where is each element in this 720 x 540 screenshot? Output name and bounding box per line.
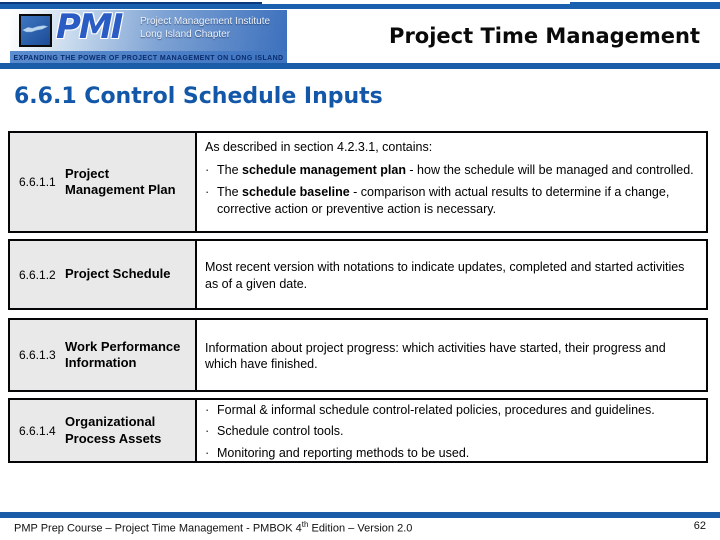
- table-row-work-performance-information: [8, 318, 708, 392]
- bullet-text-pre: The: [217, 185, 243, 199]
- bullet-text: [217, 184, 696, 217]
- bullet-text-pre: The: [217, 162, 243, 177]
- row-id: 6.6.1.4: [19, 423, 56, 438]
- footer-text-pre: PMP Prep Course – Project Time Management - PMBOK 4: [14, 522, 302, 535]
- bullet-text: Schedule control tools.: [217, 424, 344, 439]
- row-label: Project Schedule: [65, 266, 171, 282]
- header-underline-bar: [0, 63, 720, 69]
- bullet-text-post: - how the schedule will be managed and controlled.: [405, 162, 694, 177]
- bullet-text: Formal & informal schedule control-related policies, procedures and guidelines.: [217, 402, 655, 417]
- bullet-icon: ·: [205, 161, 210, 177]
- row-id: 6.6.1.1: [19, 175, 56, 189]
- list-item: [205, 402, 696, 419]
- row-label: Organizational Process Assets: [65, 414, 162, 446]
- row-header-cell: [10, 133, 195, 231]
- pmi-org-line1: Project Management Institute: [140, 16, 271, 27]
- bullet-icon: ·: [205, 444, 210, 460]
- row-text: Most recent version with notations to indicate updates, completed and started activities as of a given date.: [205, 260, 685, 291]
- row-intro: As described in section 4.2.3.1, contains:: [205, 140, 433, 154]
- bullet-text-bold: schedule baseline: [242, 185, 350, 199]
- table-row-organizational-process-assets: [8, 398, 708, 463]
- list-item: [205, 184, 696, 217]
- footer-accent-bar: [0, 512, 720, 518]
- bullet-icon: ·: [205, 423, 210, 439]
- table-row-project-management-plan: [8, 131, 708, 233]
- pmi-acronym: PMI: [56, 7, 122, 47]
- row-label: Project Management Plan: [65, 165, 176, 197]
- row-header-cell: [10, 241, 195, 308]
- row-id: 6.6.1.2: [19, 267, 56, 282]
- footer-text: [14, 520, 412, 535]
- pmi-tagline: EXPANDING THE POWER OF PROJECT MANAGEMENT ON LONG ISLAND: [13, 54, 284, 62]
- row-content-cell: [195, 320, 706, 390]
- row-content-cell: [195, 133, 706, 231]
- presentation-title: Project Time Management: [389, 24, 700, 48]
- row-content-cell: [195, 241, 706, 308]
- slide-title: 6.6.1 Control Schedule Inputs: [14, 84, 383, 109]
- bullet-text-post: - comparison with actual results to determine if a change, corrective action or preventive action is necessary.: [217, 185, 670, 216]
- bullet-text: Monitoring and reporting methods to be used.: [217, 445, 470, 460]
- list-item: [205, 423, 696, 440]
- row-id: 6.6.1.3: [19, 348, 56, 362]
- row-label: Work Performance Information: [65, 338, 181, 370]
- pmi-org-line2: Long Island Chapter: [140, 29, 231, 40]
- row-header-cell: [10, 400, 195, 461]
- footer-text-sup: th: [301, 520, 309, 529]
- bullet-icon: ·: [205, 184, 210, 199]
- top-accent-bar-right: [570, 2, 720, 6]
- list-item: [205, 445, 696, 462]
- footer-text-post: Edition – Version 2.0: [308, 522, 413, 535]
- bullet-text: [217, 162, 696, 179]
- bullet-text-bold: schedule management plan: [242, 162, 406, 177]
- table-row-project-schedule: [8, 239, 708, 310]
- slide-number: 62: [693, 520, 706, 532]
- list-item: [205, 162, 696, 179]
- bullet-icon: ·: [205, 401, 210, 417]
- row-header-cell: [10, 320, 195, 390]
- row-content-cell: [195, 400, 706, 461]
- row-text: Information about project progress: which activities have started, their progress and which have finished.: [205, 340, 666, 371]
